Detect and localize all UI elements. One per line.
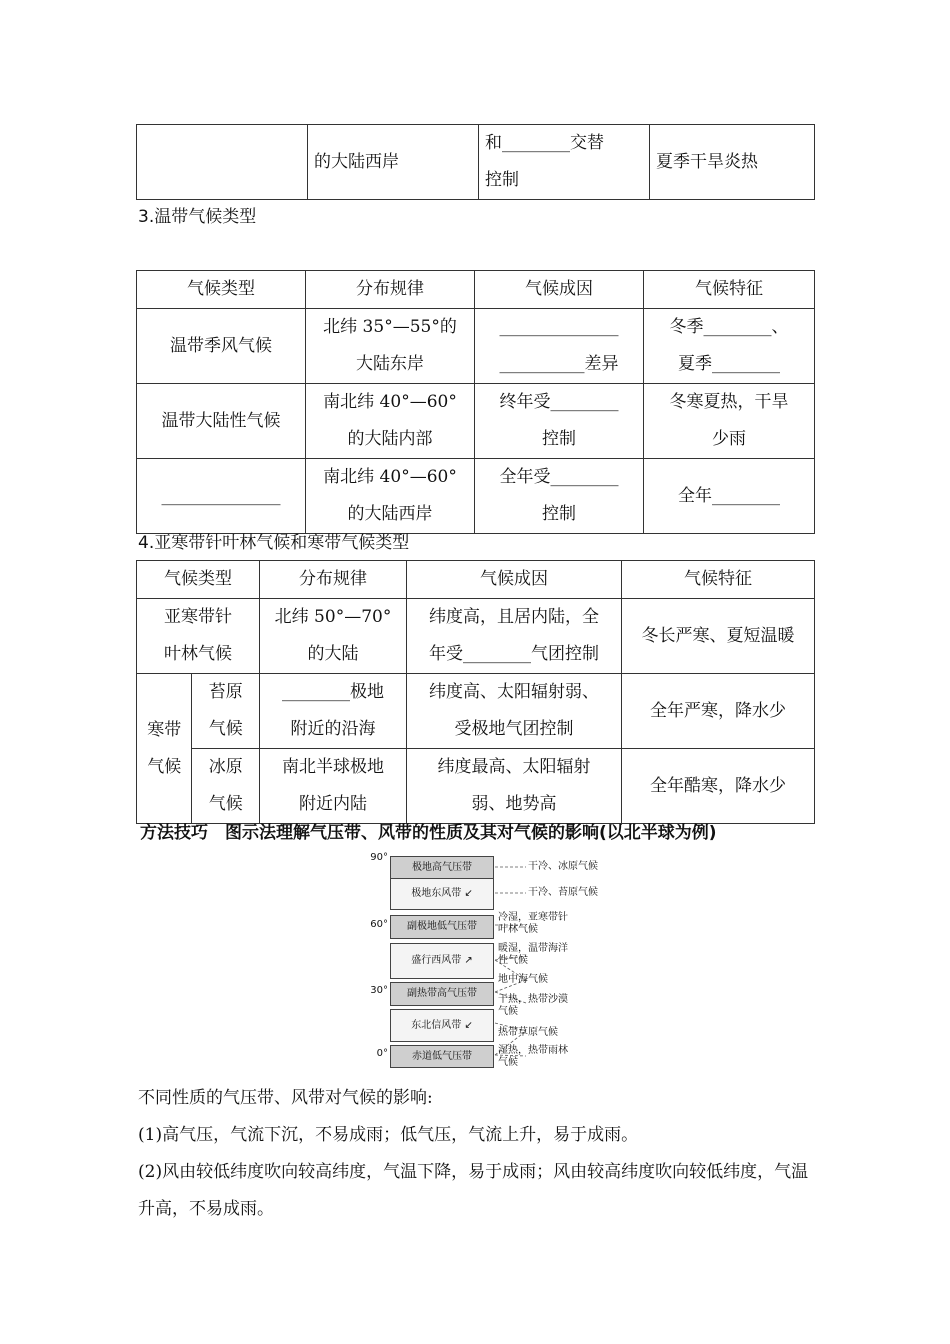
connector-lines	[360, 852, 620, 1072]
pressure-belt-diagram	[360, 852, 620, 1072]
column-header: 气候成因	[407, 561, 622, 599]
table-row	[137, 599, 815, 674]
table-cell: 冰原 气候	[192, 749, 260, 824]
table-header-row	[137, 271, 815, 309]
belt-box: 副热带高气压带	[390, 982, 494, 1006]
table-cell	[137, 125, 308, 200]
table-cell: 纬度最高、太阳辐射 弱、地势高	[407, 749, 622, 824]
table-top	[136, 124, 815, 200]
table-cell: 冬季________、 夏季________	[644, 309, 815, 384]
table-cell: 北纬 35°—55°的 大陆东岸	[306, 309, 475, 384]
climate-label: 湿热，热带雨林 气候	[498, 1045, 568, 1068]
climate-label: 地中海气候	[498, 974, 548, 985]
table-cell: 全年受________ 控制	[475, 459, 644, 534]
section-heading: 3.温带气候类型	[138, 207, 257, 227]
latitude-label: 30°	[370, 985, 388, 996]
table-cell: 纬度高，且居内陆，全 年受________气团控制	[407, 599, 622, 674]
table-cell: ______________ __________差异	[475, 309, 644, 384]
table-cell: 全年酷寒，降水少	[622, 749, 815, 824]
column-header: 分布规律	[306, 271, 475, 309]
belt-label: 极地东风带	[411, 888, 462, 899]
table-cell: 苔原 气候	[192, 674, 260, 749]
method-heading: 方法技巧 图示法理解气压带、风带的性质及其对气候的影响(以北半球为例)	[140, 823, 717, 843]
table-cell: 冬寒夏热，干旱 少雨	[644, 384, 815, 459]
table-cell: 全年________	[644, 459, 815, 534]
column-header: 气候类型	[137, 271, 306, 309]
climate-label: 干冷、冰原气候	[528, 861, 598, 872]
table-temperate	[136, 270, 815, 534]
belt-box: 副极地低气压带	[390, 915, 494, 939]
wind-arrow-icon: ↙	[464, 1020, 473, 1031]
column-header: 气候特征	[622, 561, 815, 599]
table-row	[137, 749, 815, 824]
table-cell: 的大陆西岸	[308, 125, 479, 200]
section-heading: 4.亚寒带针叶林气候和寒带气候类型	[138, 533, 410, 553]
belt-label: 盛行西风带	[411, 955, 462, 966]
climate-label: 干冷、苔原气候	[528, 887, 598, 898]
table-cell: 和________交替 控制	[479, 125, 650, 200]
table-header-row	[137, 561, 815, 599]
column-header: 气候类型	[137, 561, 260, 599]
paragraph: (1)高气压，气流下沉，不易成雨；低气压，气流上升，易于成雨。	[138, 1125, 639, 1145]
wind-arrow-icon: ↗	[464, 955, 473, 966]
table-cell: 亚寒带针 叶林气候	[137, 599, 260, 674]
wind-arrow-icon: ↙	[464, 888, 473, 899]
climate-label: 干热，热带沙漠 气候	[498, 994, 568, 1017]
paragraph: 不同性质的气压带、风带对气候的影响:	[138, 1088, 433, 1108]
table-cell: ________极地 附近的沿海	[260, 674, 407, 749]
table-cell: 南北纬 40°—60° 的大陆西岸	[306, 459, 475, 534]
table-row	[137, 384, 815, 459]
table-cell: 夏季干旱炎热	[650, 125, 815, 200]
climate-label: 热带草原气候	[498, 1027, 558, 1038]
belt-label: 东北信风带	[411, 1020, 462, 1031]
belt-box: 赤道低气压带	[390, 1045, 494, 1068]
table-cell: 南北纬 40°—60° 的大陆内部	[306, 384, 475, 459]
table-cell: ______________	[137, 459, 306, 534]
paragraph: (2)风由较低纬度吹向较高纬度，气温下降，易于成雨；风由较高纬度吹向较低纬度，气温升高，不易成雨。	[138, 1162, 809, 1219]
latitude-label: 60°	[370, 919, 388, 930]
table-cell: 寒带 气候	[137, 674, 192, 824]
table-cell: 北纬 50°—70° 的大陆	[260, 599, 407, 674]
latitude-label: 0°	[376, 1048, 388, 1059]
table-row	[137, 309, 815, 384]
column-header: 分布规律	[260, 561, 407, 599]
climate-label: 冷湿，亚寒带针 叶林气候	[498, 912, 568, 935]
latitude-label: 90°	[370, 852, 388, 863]
table-cell: 冬长严寒、夏短温暖	[622, 599, 815, 674]
table-cell: 南北半球极地 附近内陆	[260, 749, 407, 824]
table-cell: 纬度高、太阳辐射弱、 受极地气团控制	[407, 674, 622, 749]
table-row	[137, 125, 815, 200]
climate-label: 暖湿，温带海洋 性气候	[498, 943, 568, 966]
column-header: 气候成因	[475, 271, 644, 309]
table-row	[137, 674, 815, 749]
table-cell: 全年严寒，降水少	[622, 674, 815, 749]
table-cell: 温带季风气候	[137, 309, 306, 384]
column-header: 气候特征	[644, 271, 815, 309]
table-cell: 终年受________ 控制	[475, 384, 644, 459]
table-cell: 温带大陆性气候	[137, 384, 306, 459]
table-row	[137, 459, 815, 534]
belt-box: 极地高气压带	[390, 856, 494, 879]
table-cold	[136, 560, 815, 824]
